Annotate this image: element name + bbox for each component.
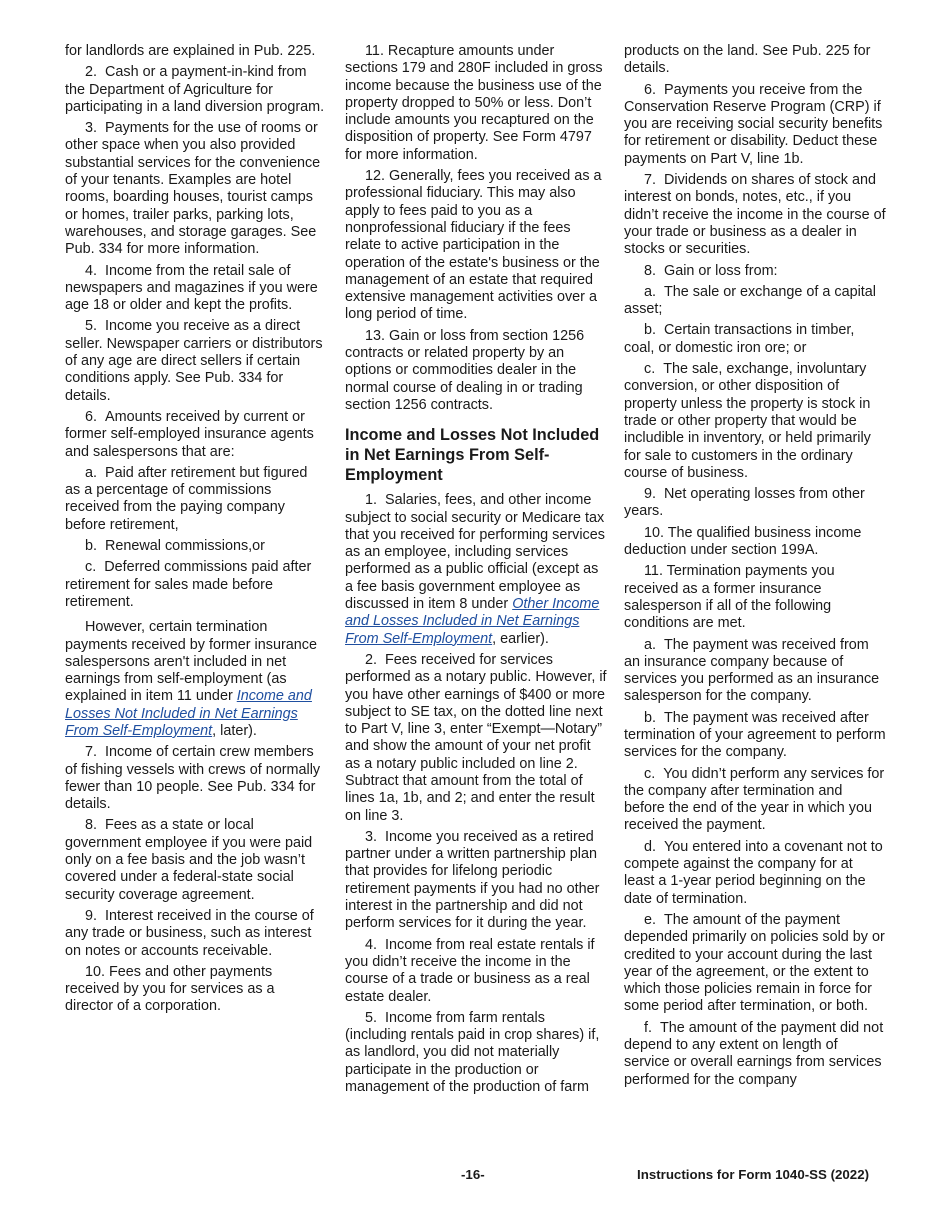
list-item: 8. Fees as a state or local government employee if you were paid only on a fee basis and the job wasn’t covered under a federal-state social security coverage agreement. xyxy=(65,817,313,903)
list-item: b. Certain transactions in timber, coal, or domestic iron ore; or xyxy=(624,322,855,356)
list-item: 5. Income you receive as a direct seller. Newspaper carriers or distributors of any age are direct sellers if certain conditions apply. See Pub. 334 for details. xyxy=(65,318,323,404)
section-heading: Income and Losses Not Included in Net Earnings From Self-Employment xyxy=(345,426,600,485)
text-span: 1. Salaries, fees, and other income subject to social security or Medicare tax that you received for performing services as an employee, including services performed as a public official (except as a fee basis government employee as discussed in item 8 under xyxy=(345,492,605,613)
list-item: 11. Recapture amounts under sections 179 and 280F included in gross income because the business use of the property dropped to 50% or less. Don’t include amounts you recaptured on the disposition of property. See Form 4797 for more information. xyxy=(345,43,603,163)
list-item: 5. Income from farm rentals (including rentals paid in crop shares) if, as landlord, you did not materially participate in the production or management of the production of farm xyxy=(345,1009,600,1096)
column-left xyxy=(65,43,325,1020)
list-item: 12. Generally, fees you received as a professional fiduciary. This may also apply to fees paid to you as a nonprofessional fiduciary if the fees relate to active participation in the operation of the estate's business or the management of an estate that required extensive management activities over a long period of time. xyxy=(345,168,602,323)
list-item xyxy=(345,492,607,648)
list-item: a. The sale or exchange of a capital asset; xyxy=(624,283,876,318)
page-number: -16- xyxy=(461,1167,485,1182)
list-item: 9. Net operating losses from other years. xyxy=(624,486,865,520)
list-item: 4. Income from the retail sale of newspapers and magazines if you were age 18 or older and kept the profits. xyxy=(65,262,318,314)
list-item: 3. Payments for the use of rooms or other space when you also provided substantial services for the convenience of your tenants. Examples are hotel rooms, boarding houses, tourist camps or homes, trailer parks, parking lots, warehouses, and storage garages. See Pub. 334 for more information. xyxy=(65,120,321,258)
list-item: 13. Gain or loss from section 1256 contracts or related property by an options or commodities dealer in the normal course of dealing in or trading section 1256 contracts. xyxy=(345,327,585,413)
list-item: a. Paid after retirement but figured as a percentage of commissions received from the paying company before retirement, xyxy=(65,464,308,533)
list-item: e. The amount of the payment depended primarily on policies sold by or credited to your account during the last year of the agreement, or the extent to which those policies remain in force for some period after termination, or both. xyxy=(624,911,885,1015)
list-item: 10. Fees and other payments received by you for services as a director of a corporation. xyxy=(65,963,275,1015)
list-item: c. Deferred commissions paid after retirement for sales made before retirement. xyxy=(65,559,312,610)
link-income-losses-not-included[interactable]: Income and Losses Not Included in Net Earnings From Self-Employment xyxy=(65,688,312,739)
text-span: , earlier). xyxy=(492,630,549,647)
paragraph: for landlords are explained in Pub. 225. xyxy=(65,43,316,59)
list-item: d. You entered into a covenant not to compete against the company for at least a 1-year period beginning on the date of termination. xyxy=(624,838,883,907)
column-middle xyxy=(345,43,607,1100)
paragraph-termination-note xyxy=(65,619,325,740)
text-span: However, certain termination payments received by former insurance salespersons aren't included in net earnings from self-employment (as explained in item 11 under xyxy=(65,619,317,705)
list-item: a. The payment was received from an insurance company because of services you performed as an insurance salesperson for the company. xyxy=(624,636,880,705)
list-item: 10. The qualified business income deduction under section 199A. xyxy=(624,524,862,559)
list-item: 3. Income you received as a retired partner under a written partnership plan that provides for lifelong periodic retirement payments if you had no other interest in the partnership and did not perform services for it during the year. xyxy=(345,828,600,932)
column-right xyxy=(624,43,886,1093)
list-item: 9. Interest received in the course of any trade or business, such as interest on notes or accounts receivable. xyxy=(65,907,314,959)
paragraph: products on the land. See Pub. 225 for details. xyxy=(624,43,871,77)
list-item: b. Renewal commissions,or xyxy=(85,538,265,555)
list-item: 7. Income of certain crew members of fishing vessels with crews of normally fewer than 10 people. See Pub. 334 for details. xyxy=(65,744,321,813)
list-item: 2. Fees received for services performed as a notary public. However, if you have other earnings of $400 or more subject to SE tax, on the dotted line next to Part V, line 3, enter “Exempt—Notary” and show the amount of your net profit as a notary public included on line 2. Subtract that amount from the total of lines 1a, 1b, and 2; and enter the result on line 3. xyxy=(345,651,607,824)
text-span: , later). xyxy=(212,722,257,739)
list-item: c. You didn’t perform any services for the company after termination and before the end of the year in which you received the payment. xyxy=(624,765,885,834)
list-item: 6. Amounts received by current or former self-employed insurance agents and salespersons that are: xyxy=(65,408,314,460)
list-item: 4. Income from real estate rentals if you didn’t receive the income in the course of a trade or business as a real estate dealer. xyxy=(345,936,595,1005)
list-item: 8. Gain or loss from: xyxy=(644,262,778,279)
footer-title: Instructions for Form 1040-SS (2022) xyxy=(637,1167,870,1182)
list-item: b. The payment was received after termination of your agreement to perform services for the company. xyxy=(624,709,886,761)
list-item: 11. Termination payments you received as a former insurance salesperson if all of the following conditions are met. xyxy=(624,563,835,632)
list-item: 2. Cash or a payment-in-kind from the Department of Agriculture for participating in a land diversion program. xyxy=(65,64,325,115)
list-item: 7. Dividends on shares of stock and interest on bonds, notes, etc., if you didn’t receive the income in the course of your trade or business as a dealer in stocks or securities. xyxy=(624,172,886,258)
list-item: 6. Payments you receive from the Conservation Reserve Program (CRP) if you are receiving social security benefits for retirement or disability. Deduct these payments on Part V, line 1b. xyxy=(624,81,883,167)
list-item: c. The sale, exchange, involuntary conversion, or other disposition of property unless the property is stock in trade or other property that would be includible in inventory, or held primarily for sale to customers in the ordinary course of business. xyxy=(624,361,871,481)
link-other-income-losses-included[interactable]: Other Income and Losses Included in Net Earnings From Self-Employment xyxy=(345,596,600,647)
list-item: f. The amount of the payment did not depend to any extent on length of service or overall earnings from services performed for the company xyxy=(624,1019,884,1088)
